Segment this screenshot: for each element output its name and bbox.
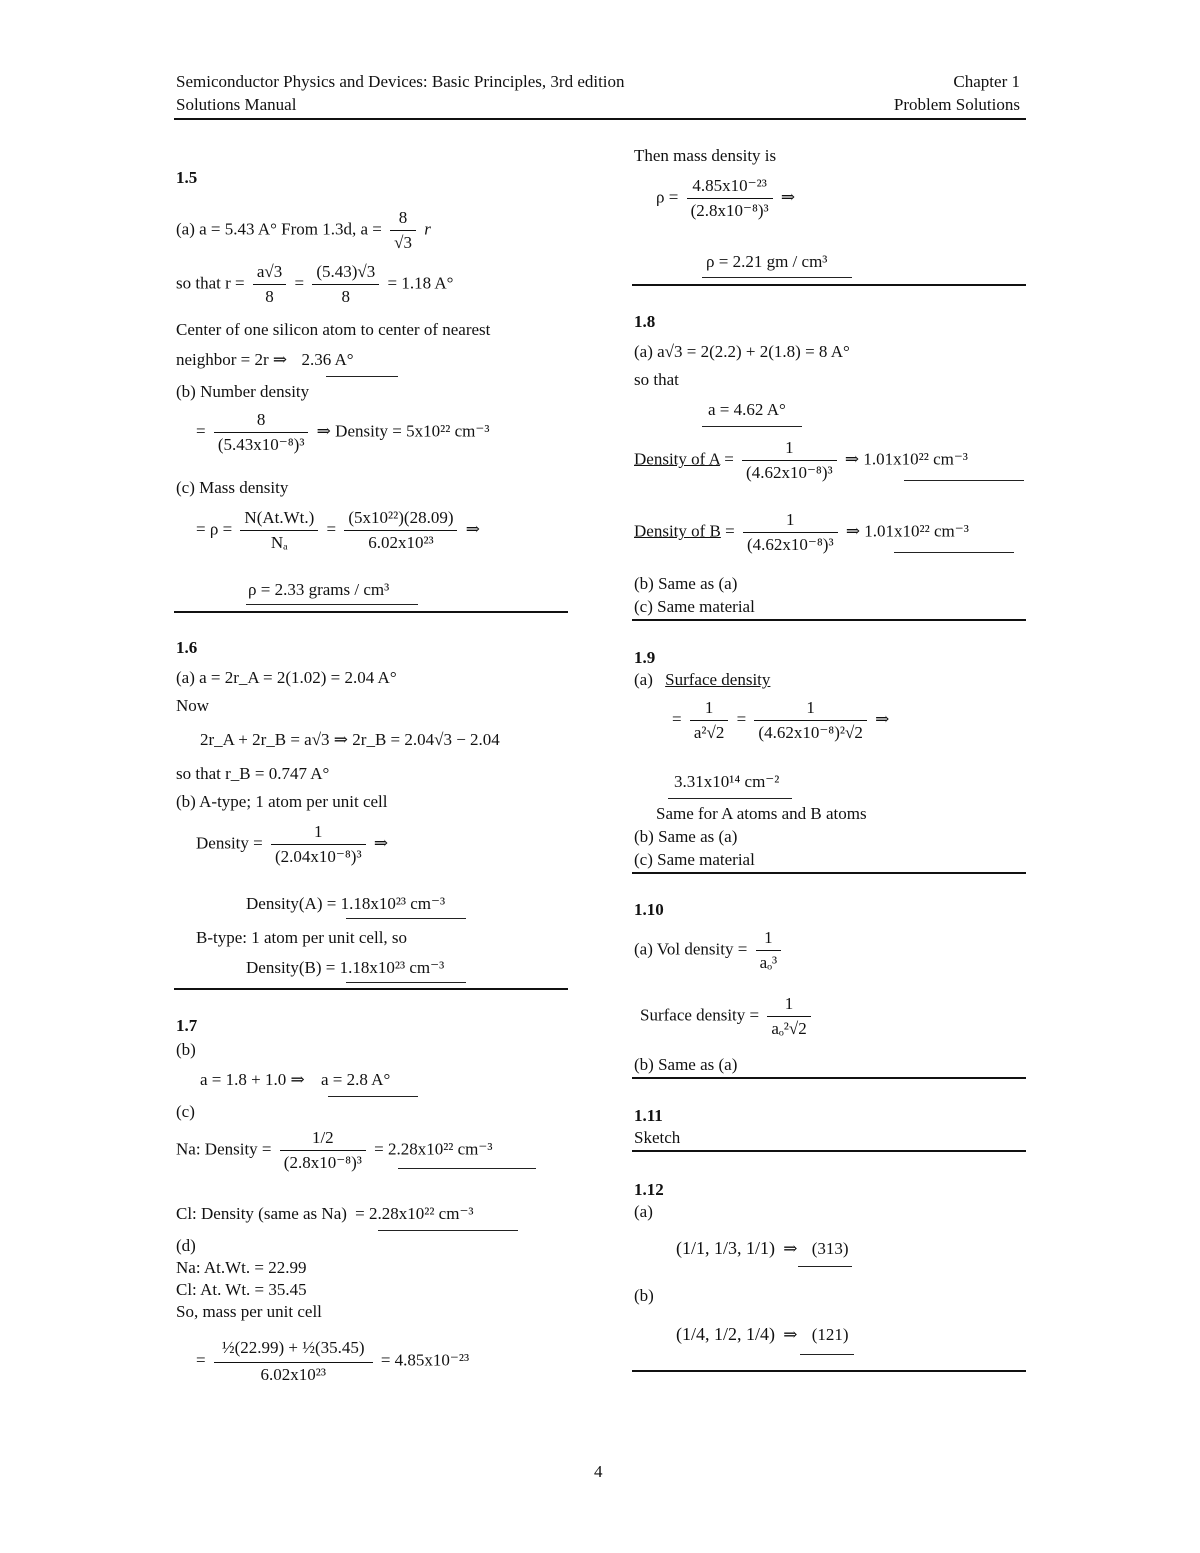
fraction: [344, 508, 457, 553]
section-rule: [632, 872, 1026, 874]
boxed-result: (121): [811, 1325, 849, 1344]
numerator: 1: [756, 928, 782, 951]
equation-text: Cl: Density (same as Na): [176, 1204, 347, 1223]
equals-sign: =: [736, 709, 747, 729]
text-line: Now: [176, 696, 210, 715]
equation-line: [196, 1338, 469, 1385]
equation-text: ρ =: [656, 187, 679, 207]
result-text: ⇒ 1.01x10²² cm⁻³: [845, 521, 969, 541]
equation-text: so that r =: [176, 273, 245, 293]
problem-number: 1.5: [176, 168, 198, 187]
equals-sign: =: [294, 273, 305, 293]
boxed-result: 2.36 A°: [301, 350, 354, 369]
equation-line: [634, 928, 785, 973]
numerator: ½(22.99) + ½(35.45): [214, 1338, 373, 1363]
result-underline: [702, 277, 852, 278]
equals-sign: =: [672, 709, 682, 729]
equals-sign: =: [196, 421, 206, 441]
part-label: (b) A-type; 1 atom per unit cell: [176, 792, 388, 811]
equation-line: [176, 262, 453, 307]
equation-text: (a) Vol density =: [634, 939, 748, 959]
equation-line: [196, 410, 489, 455]
numerator: 1: [742, 438, 837, 461]
denominator: (4.62x10⁻⁸)³: [746, 535, 834, 554]
equation-line: [640, 994, 815, 1039]
fraction: [754, 698, 866, 743]
boxed-result: ρ = 2.21 gm / cm³: [706, 252, 828, 271]
result-underline: [702, 426, 802, 427]
problem-number: 1.9: [634, 648, 656, 667]
book-subtitle: Solutions Manual: [176, 95, 297, 114]
equals-sign: =: [326, 519, 337, 539]
fraction: [767, 994, 810, 1039]
part-title: Surface density: [665, 670, 771, 689]
equation-line: [196, 822, 388, 867]
boxed-result: a = 4.62 A°: [708, 400, 786, 419]
section-rule: [174, 988, 568, 990]
result-text: ⇒ Density = 5x10²² cm⁻³: [316, 421, 490, 441]
part-label: (b) Same as (a): [634, 574, 738, 593]
part-label: (c): [176, 1102, 195, 1121]
result-text: = 1.18 A°: [387, 273, 454, 293]
text-line: Sketch: [634, 1128, 681, 1147]
denominator: 8: [265, 287, 274, 306]
fraction: [280, 1128, 366, 1173]
boxed-result: (313): [811, 1239, 849, 1258]
miller-fraction: (1/1, 1/3, 1/1): [676, 1238, 775, 1258]
chapter-label: Chapter 1: [953, 72, 1020, 91]
text-line: so that: [634, 370, 679, 389]
numerator: 8: [390, 208, 416, 231]
denominator: (2.8x10⁻⁸)³: [690, 201, 769, 220]
result-underline: [894, 552, 1014, 553]
numerator: N(At.Wt.): [240, 508, 318, 531]
problem-number: 1.12: [634, 1180, 664, 1199]
result-underline: [800, 1354, 854, 1355]
problem-number: 1.11: [634, 1106, 663, 1125]
boxed-result: Density(B) = 1.18x10²³ cm⁻³: [246, 958, 445, 977]
part-label: (a): [634, 1202, 653, 1221]
equation-line: 2r_A + 2r_B = a√3 ⇒ 2r_B = 2.04√3 − 2.04: [200, 730, 500, 749]
equation-line: [176, 208, 431, 253]
denominator: (2.8x10⁻⁸)³: [283, 1153, 362, 1172]
part-label: (b) Same as (a): [634, 827, 738, 846]
equation-line: [176, 1128, 492, 1173]
denominator: a²√2: [693, 723, 725, 742]
book-title: Semiconductor Physics and Devices: Basic Principles, 3rd edition: [176, 72, 625, 91]
fraction: [214, 410, 309, 455]
fraction: [240, 508, 318, 553]
result-underline: [378, 1230, 518, 1231]
boxed-result: 3.31x10¹⁴ cm⁻²: [674, 772, 780, 791]
fraction: [312, 262, 379, 307]
density-label: Density of A: [634, 449, 720, 469]
result-underline: [798, 1266, 852, 1267]
equation-text: Density =: [196, 833, 263, 853]
part-label: [634, 670, 770, 690]
fraction: [390, 208, 416, 253]
numerator: 1: [743, 510, 838, 533]
part-label: (c) Mass density: [176, 478, 289, 497]
fraction: [687, 176, 773, 221]
equation-line: [656, 176, 795, 221]
text-line: Same for A atoms and B atoms: [656, 804, 867, 823]
part-label: (c) Same material: [634, 597, 755, 616]
result-underline: [398, 1168, 536, 1169]
equation-line: [176, 350, 354, 370]
arrow: ⇒: [780, 187, 796, 207]
numerator: 4.85x10⁻²³: [687, 176, 773, 199]
equals-sign: =: [725, 521, 735, 541]
equation-line: [672, 698, 889, 743]
part-letter: (a): [634, 670, 653, 689]
arrow: ⇒: [783, 1239, 798, 1258]
arrow: ⇒: [373, 833, 389, 853]
problem-number: 1.8: [634, 312, 656, 331]
denominator: (5.43x10⁻⁸)³: [217, 435, 305, 454]
equation-text: Na: Density =: [176, 1139, 272, 1159]
arrow: ⇒: [465, 519, 480, 539]
denominator: aₒ³: [759, 953, 778, 972]
result-underline: [326, 376, 398, 377]
equation-line: [196, 508, 480, 553]
section-rule: [632, 1077, 1026, 1079]
result-underline: [328, 1096, 418, 1097]
denominator: (4.62x10⁻⁸)³: [746, 463, 833, 482]
boxed-result: a = 2.8 A°: [320, 1070, 391, 1089]
denominator: 8: [341, 287, 351, 306]
result-underline: [904, 480, 1024, 481]
denominator: (2.04x10⁻⁸)³: [274, 847, 362, 866]
part-label: (c) Same material: [634, 850, 755, 869]
boxed-result: = 2.28x10²² cm⁻³: [355, 1204, 474, 1223]
numerator: 1: [271, 822, 366, 845]
text-line: Center of one silicon atom to center of nearest: [176, 320, 491, 339]
equation-line: [634, 510, 969, 555]
miller-fraction: (1/4, 1/2, 1/4): [676, 1324, 775, 1344]
section-rule: [632, 1150, 1026, 1152]
problem-number: 1.7: [176, 1016, 198, 1035]
section-rule: [174, 611, 568, 613]
problem-number: 1.10: [634, 900, 664, 919]
fraction: [690, 698, 728, 743]
header-rule: [174, 118, 1026, 120]
equation-text: neighbor = 2r ⇒: [176, 350, 288, 369]
fraction: [756, 928, 782, 973]
arrow: ⇒: [783, 1325, 798, 1344]
equation-line: [176, 1204, 474, 1224]
result-underline: [668, 798, 792, 799]
denominator: Nₐ: [270, 533, 288, 552]
fraction: [743, 510, 838, 555]
equals-sign: =: [196, 1350, 206, 1370]
equation-line: [676, 1238, 849, 1259]
variable: r: [424, 219, 431, 239]
section-rule: [632, 619, 1026, 621]
equals-sign: =: [724, 449, 734, 469]
part-label: (d): [176, 1236, 196, 1255]
result-text: = 4.85x10⁻²³: [380, 1350, 470, 1370]
denominator: aₒ²√2: [771, 1019, 807, 1038]
denominator: √3: [394, 233, 412, 252]
section-rule: [632, 284, 1026, 286]
denominator: (4.62x10⁻⁸)²√2: [758, 723, 863, 742]
part-label: (b): [634, 1286, 654, 1305]
result-underline: [346, 982, 466, 983]
numerator: 1: [754, 698, 866, 721]
equation-text: Surface density =: [640, 1005, 760, 1025]
result-underline: [346, 918, 466, 919]
fraction: [214, 1338, 373, 1385]
text-line: Cl: At. Wt. = 35.45: [176, 1280, 307, 1299]
equation-line: (a) a = 2r_A = 2(1.02) = 2.04 A°: [176, 668, 397, 687]
result-underline: [246, 604, 418, 605]
numerator: 1/2: [280, 1128, 366, 1151]
section-rule: [632, 1370, 1026, 1372]
section-label: Problem Solutions: [893, 95, 1020, 114]
equation-line: [676, 1324, 849, 1345]
density-label: Density of B: [634, 521, 721, 541]
text-line: Na: At.Wt. = 22.99: [176, 1258, 307, 1277]
denominator: 6.02x10²³: [368, 533, 434, 552]
equation-text: (a) a = 5.43 A° From 1.3d, a =: [176, 219, 382, 239]
part-label: (b) Same as (a): [634, 1055, 738, 1074]
fraction: [742, 438, 837, 483]
equation-line: (a) a√3 = 2(2.2) + 2(1.8) = 8 A°: [634, 342, 850, 361]
text-line: So, mass per unit cell: [176, 1302, 322, 1321]
fraction: [271, 822, 366, 867]
numerator: (5.43)√3: [312, 262, 379, 285]
part-label: (b): [176, 1040, 196, 1059]
text-line: Then mass density is: [634, 146, 777, 165]
numerator: (5x10²²)(28.09): [344, 508, 457, 531]
equation-line: [200, 1070, 390, 1090]
denominator: 6.02x10²³: [260, 1365, 326, 1384]
problem-number: 1.6: [176, 638, 198, 657]
numerator: a√3: [253, 262, 286, 285]
equation-line: so that r_B = 0.747 A°: [176, 764, 330, 783]
boxed-result: ρ = 2.33 grams / cm³: [248, 580, 390, 599]
arrow: ⇒: [875, 709, 890, 729]
result-text: = 2.28x10²² cm⁻³: [374, 1139, 493, 1159]
equation-text: = ρ =: [196, 519, 233, 539]
numerator: 1: [767, 994, 810, 1017]
text-line: B-type: 1 atom per unit cell, so: [196, 928, 408, 947]
equation-text: a = 1.8 + 1.0 ⇒: [200, 1070, 305, 1089]
part-label: (b) Number density: [176, 382, 310, 401]
page-number: 4: [594, 1462, 603, 1481]
equation-line: [634, 438, 968, 483]
fraction: [253, 262, 286, 307]
result-text: ⇒ 1.01x10²² cm⁻³: [844, 449, 968, 469]
numerator: 8: [214, 410, 309, 433]
numerator: 1: [690, 698, 728, 721]
boxed-result: Density(A) = 1.18x10²³ cm⁻³: [246, 894, 446, 913]
